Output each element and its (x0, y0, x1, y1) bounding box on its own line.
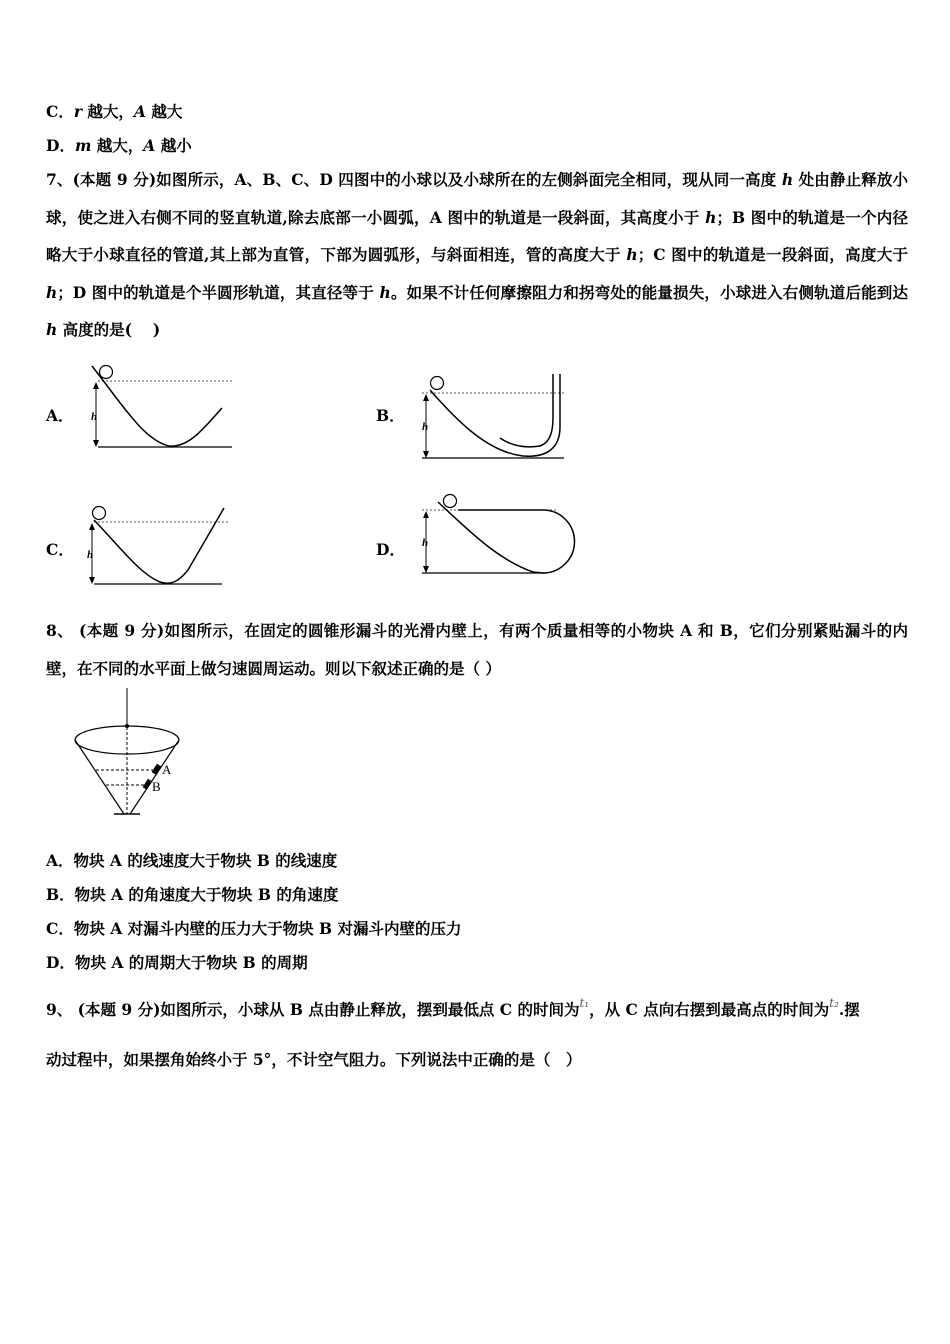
option-label: C． (46, 102, 74, 121)
q8-option-d[interactable]: D．物块 A 的周期大于物块 B 的周期 (46, 953, 308, 972)
text: ；C 图中的轨道是一段斜面，高度大于 (637, 245, 909, 264)
q8-option-c[interactable]: C．物块 A 对漏斗内壁的压力大于物块 B 对漏斗内壁的压力 (46, 919, 462, 938)
q9-stem-line1 (46, 996, 860, 1021)
var-t1: t₁ (579, 996, 590, 1010)
tube-outer-wall (430, 374, 560, 456)
height-label: h (422, 421, 429, 433)
var-h: h (379, 282, 391, 302)
q8-stem: 8、 (本题 9 分)如图所示，在固定的圆锥形漏斗的光滑内壁上，有两个质量相等的小物块 A 和 B，它们分别紧贴漏斗的内壁，在不同的水平面上做匀速圆周运动。则以下叙述正确的是（ ） (46, 621, 908, 678)
ball (100, 366, 113, 379)
text: 。如果不计任何摩擦阻力和拐弯处的能量损失，小球进入右侧轨道后能到达 (390, 282, 908, 302)
var-r: r (73, 102, 83, 121)
label-a: A (162, 762, 172, 777)
text: 越大， (82, 102, 134, 121)
ball (431, 377, 444, 390)
q7-option-c-label[interactable]: C． (46, 540, 74, 559)
var-h: h (626, 245, 638, 264)
text: 越大 (145, 102, 183, 121)
q7-figure-d (418, 490, 588, 580)
text: 9、 (本题 9 分)如图所示，小球从 B 点由静止释放，摆到最低点 C 的时间为 (46, 1000, 580, 1019)
var-a: A (143, 136, 156, 155)
text: 7、(本题 9 分)如图所示，A、B、C、D 四图中的小球以及小球所在的左侧斜面完全相同，现从同一高度 (46, 170, 782, 189)
q7-option-d-label[interactable]: D． (376, 540, 405, 559)
var-h: h (46, 282, 58, 302)
label-b: B (152, 779, 161, 794)
var-h: h (781, 170, 794, 189)
q9-stem-line2: 动过程中，如果摆角始终小于 5°，不计空气阻力。下列说法中正确的是（ ） (46, 1050, 582, 1069)
var-m: m (74, 136, 92, 155)
var-h: h (705, 207, 717, 227)
text: 处由静止释放小球，使之进入右侧不同的竖直轨道,除去底部一小圆弧，A 图中的轨道是一段斜面，其高度小于 (46, 170, 908, 227)
option-c-prev (46, 102, 182, 122)
track (92, 366, 222, 446)
block-b (143, 779, 153, 790)
q7-figure-b (418, 372, 568, 464)
text: ，从 C 点向右摆到最高点的时间为 (589, 1000, 830, 1019)
var-a: A (133, 102, 146, 121)
text: 越小 (155, 136, 192, 155)
semicircle-track (438, 502, 575, 573)
ball (444, 495, 457, 508)
q7-figure-c (80, 502, 230, 590)
q7-stem (46, 161, 908, 349)
text: 越大， (91, 136, 144, 155)
q8-funnel-figure (70, 688, 190, 820)
q7-option-a-label[interactable]: A． (46, 406, 74, 425)
q7-figure-a (84, 362, 234, 454)
q8-option-a[interactable]: A．物块 A 的线速度大于物块 B 的线速度 (46, 851, 338, 870)
text: ；D 图中的轨道是个半圆形轨道，其直径等于 (57, 282, 380, 302)
text: .摆 (838, 1000, 860, 1019)
height-label: h (87, 549, 94, 561)
option-d-prev (46, 136, 192, 156)
height-label: h (422, 537, 429, 549)
var-h: h (46, 320, 58, 339)
tube-inner-wall (500, 374, 553, 447)
q7-option-b-label[interactable]: B． (376, 406, 405, 425)
height-label: h (91, 411, 98, 423)
var-t2: t₂ (829, 996, 839, 1010)
text: ；B 图中的轨道是一个内径略大于小球直径的管道,其上部为直管，下部为圆弧形，与斜面相连，管的高度大于 (46, 207, 908, 264)
q8-option-b[interactable]: B．物块 A 的角速度大于物块 B 的角速度 (46, 885, 339, 904)
track (94, 508, 224, 583)
option-label: D． (46, 136, 75, 155)
text: 高度的是( ) (57, 320, 161, 339)
ball (93, 507, 106, 520)
